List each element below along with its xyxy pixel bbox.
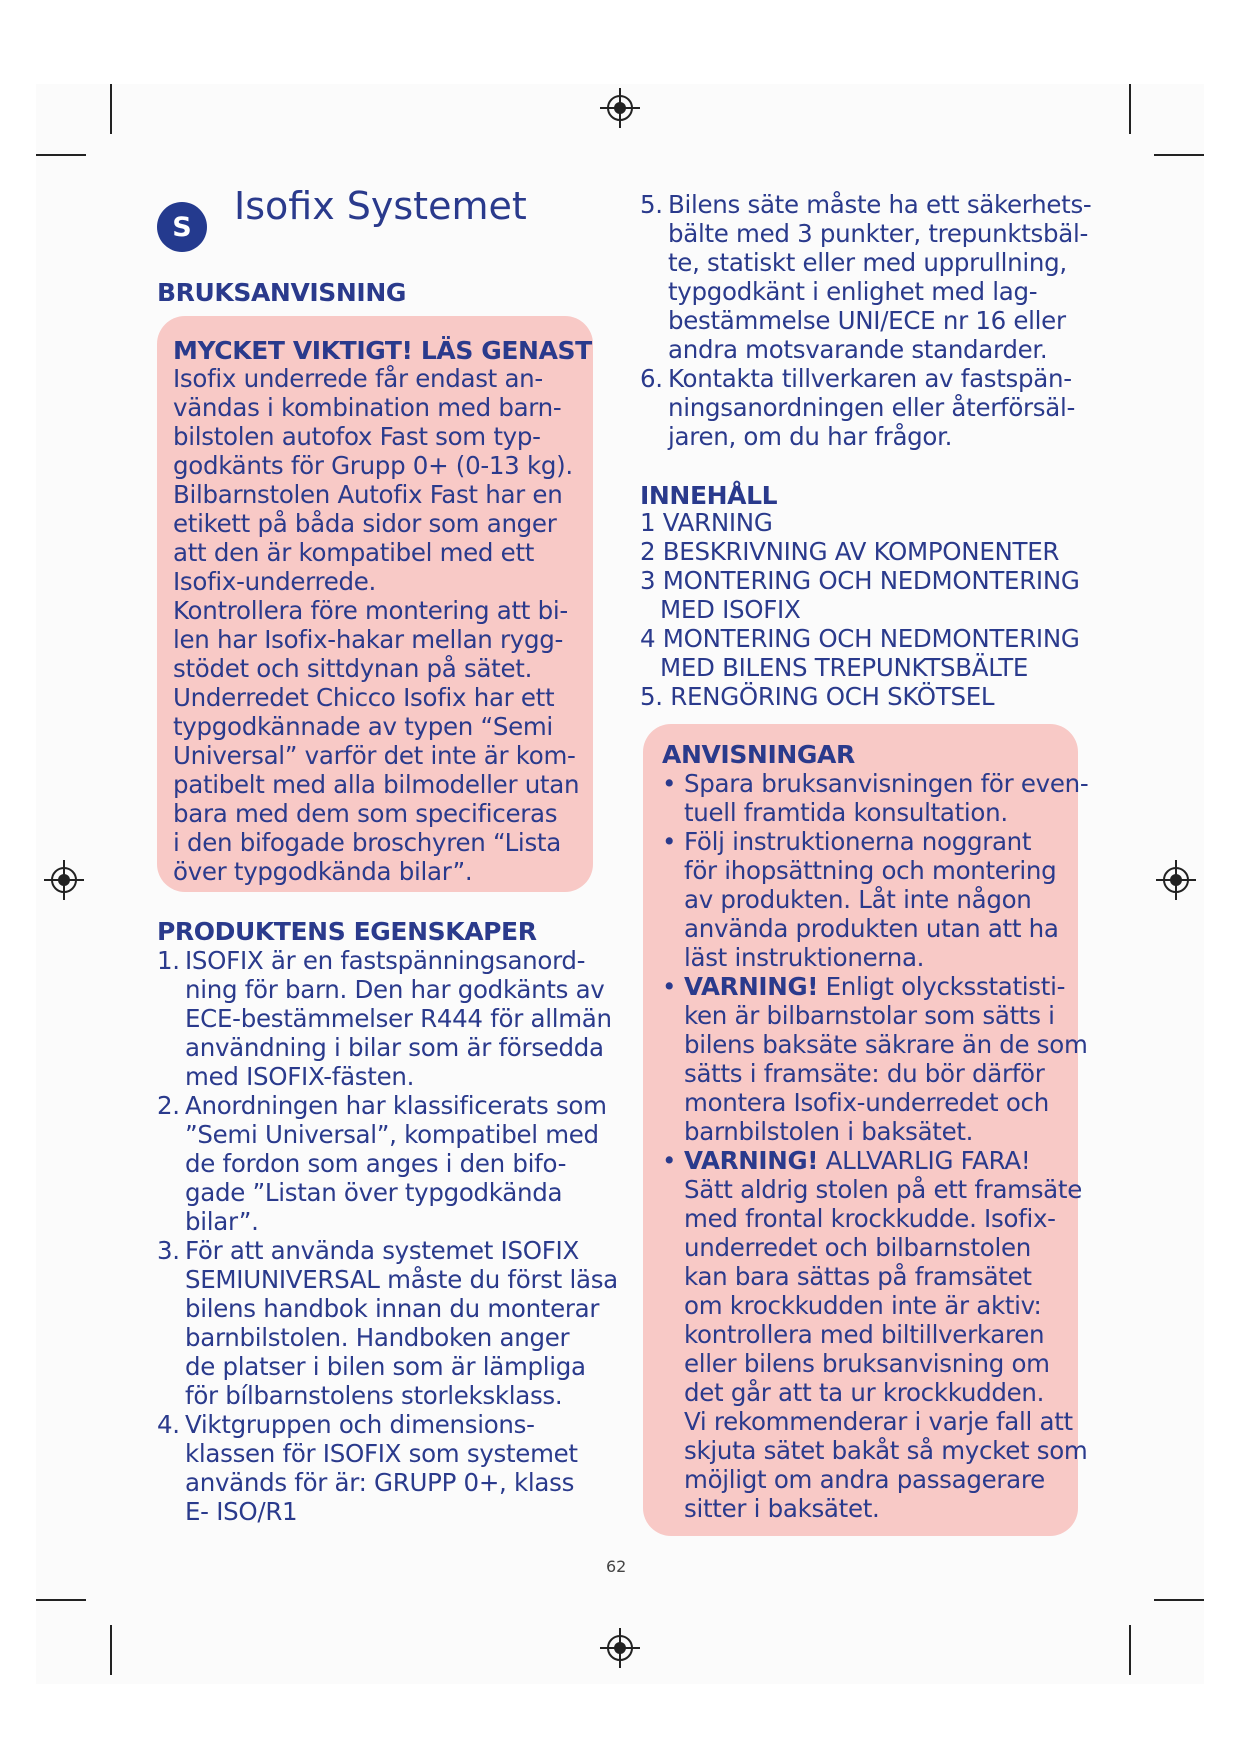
registration-mark-icon [1156, 860, 1196, 900]
instruction-line [684, 914, 1157, 943]
instruction-bullet [662, 769, 1157, 827]
instruction-line-text: läst instruktionerna. [684, 943, 925, 972]
instruction-line-text: skjuta sätet bakåt så mycket som [684, 1436, 1088, 1465]
list-item-line: Kontakta tillverkaren av fastspän- [668, 364, 1072, 393]
instruction-line [684, 1349, 1157, 1378]
important-text-line: patibelt med alla bilmodeller utan [173, 770, 580, 799]
instruction-line [684, 1146, 1157, 1175]
instruction-line [684, 1204, 1157, 1233]
list-item-line: SEMIUNIVERSAL måste du först läsa [185, 1265, 618, 1294]
instruction-line-text: för ihopsättning och montering [684, 856, 1057, 885]
contents-item-line: 1 VARNING [640, 508, 773, 537]
contents-item [640, 537, 1110, 566]
bullet-icon: • [662, 827, 677, 856]
list-number: 4. [157, 1410, 180, 1439]
bullet-icon: • [662, 972, 677, 1001]
page-number: 62 [606, 1557, 627, 1576]
features-list [157, 946, 657, 1526]
important-text-line: stödet och sittdynan på sätet. [173, 654, 533, 683]
instruction-line [684, 943, 1157, 972]
instructions-list [662, 769, 1157, 1523]
important-text-line: vändas i kombination med barn- [173, 393, 562, 422]
list-item-line: te, statiskt eller med upprullning, [668, 248, 1067, 277]
instruction-line [684, 1407, 1157, 1436]
feature-item [157, 946, 657, 1091]
list-number: 3. [157, 1236, 180, 1265]
list-item-line: med ISOFIX-fästen. [185, 1062, 415, 1091]
instruction-line [684, 885, 1157, 914]
contents-heading: INNEHÅLL [640, 481, 778, 510]
contents-item [640, 566, 1110, 624]
instruction-bullet [662, 972, 1157, 1146]
list-item-line: ningsanordningen eller återförsäl- [668, 393, 1076, 422]
list-item-line: andra motsvarande standarder. [668, 335, 1048, 364]
bullet-icon: • [662, 769, 677, 798]
crop-mark-top-right-v [1129, 84, 1131, 134]
list-item-line: bilar”. [185, 1207, 259, 1236]
crop-mark-bottom-right-v [1129, 1625, 1131, 1675]
list-item-line: de platser i bilen som är lämpliga [185, 1352, 586, 1381]
instruction-line [684, 827, 1157, 856]
instruction-line [684, 1001, 1157, 1030]
instruction-line [684, 1233, 1157, 1262]
important-text-line: i den bifogade broschyren “Lista [173, 828, 561, 857]
instruction-line [684, 1465, 1157, 1494]
instruction-line-text: bilens baksäte säkrare än de som [684, 1030, 1088, 1059]
important-text-line: bara med dem som specificeras [173, 799, 558, 828]
instruction-line-text: ken är bilbarnstolar som sätts i [684, 1001, 1055, 1030]
list-item-line: ”Semi Universal”, kompatibel med [185, 1120, 599, 1149]
list-item-line: ECE-bestämmelser R444 för allmän [185, 1004, 612, 1033]
instruction-line-text: av produkten. Låt inte någon [684, 885, 1032, 914]
crop-mark-top-left-v [110, 84, 112, 134]
instructions-heading: ANVISNINGAR [662, 740, 855, 769]
list-item-line: Viktgruppen och dimensions- [185, 1410, 535, 1439]
instruction-line-text: det går att ta ur krockkudden. [684, 1378, 1045, 1407]
important-text-line: Kontrollera före montering att bi- [173, 596, 568, 625]
list-number: 5. [640, 190, 663, 219]
contents-item-line: MED BILENS TREPUNKTSBÄLTE [660, 653, 1029, 682]
important-text-line: etikett på båda sidor som anger [173, 509, 557, 538]
important-text-line: Universal” varför det inte är kom- [173, 741, 576, 770]
instruction-line [684, 1117, 1157, 1146]
list-item-line: bälte med 3 punkter, trepunktsbäl- [668, 219, 1089, 248]
bruksanvisning-heading: BRUKSANVISNING [157, 278, 406, 307]
instruction-line-text: tuell framtida konsultation. [684, 798, 1008, 827]
crop-mark-bottom-right-h [1154, 1599, 1204, 1601]
instruction-line-text: Följ instruktionerna noggrant [684, 827, 1032, 856]
instruction-line-text: kan bara sättas på framsätet [684, 1262, 1032, 1291]
contents-item-line: 5. RENGÖRING OCH SKÖTSEL [640, 682, 995, 711]
warning-label: VARNING! [684, 1146, 819, 1175]
instruction-line [684, 856, 1157, 885]
important-text [173, 364, 613, 886]
list-number: 1. [157, 946, 180, 975]
instruction-line-text: Vi rekommenderar i varje fall att [684, 1407, 1073, 1436]
instruction-line [684, 972, 1157, 1001]
instruction-line [684, 1494, 1157, 1523]
instruction-line-text: Sätt aldrig stolen på ett framsäte [684, 1175, 1082, 1204]
feature-item [157, 1236, 657, 1410]
important-text-line: Isofix underrede får endast an- [173, 364, 543, 393]
list-item-line: jaren, om du har frågor. [668, 422, 953, 451]
list-item-line: E- ISO/R1 [185, 1497, 298, 1526]
list-item-line: gade ”Listan över typgodkända [185, 1178, 563, 1207]
registration-mark-icon [600, 88, 640, 128]
contents-item-line: 4 MONTERING OCH NEDMONTERING [640, 624, 1080, 653]
instruction-bullet [662, 1146, 1157, 1523]
instruction-line-text: underredet och bilbarnstolen [684, 1233, 1031, 1262]
important-heading: MYCKET VIKTIGT! LÄS GENAST [173, 336, 592, 365]
list-item-line: ning för barn. Den har godkänts av [185, 975, 605, 1004]
important-text-line: godkänts för Grupp 0+ (0-13 kg). [173, 451, 573, 480]
instruction-bullet [662, 827, 1157, 972]
instruction-line-text: Enligt olycksstatisti- [818, 972, 1066, 1001]
important-text-line: Underredet Chicco Isofix har ett [173, 683, 555, 712]
contents-item [640, 682, 1110, 711]
important-text-line: Bilbarnstolen Autofix Fast har en [173, 480, 563, 509]
list-item-line: Bilens säte måste ha ett säkerhets- [668, 190, 1092, 219]
contents-list [640, 508, 1110, 711]
crop-mark-top-left-h [36, 154, 86, 156]
contents-item [640, 508, 1110, 537]
list-item-line: För att använda systemet ISOFIX [185, 1236, 579, 1265]
warning-label: VARNING! [684, 972, 819, 1001]
continued-item [640, 190, 1110, 364]
instruction-line [684, 798, 1157, 827]
contents-item-line: 2 BESKRIVNING AV KOMPONENTER [640, 537, 1060, 566]
instruction-line-text: använda produkten utan att ha [684, 914, 1059, 943]
list-item-line: klassen för ISOFIX som systemet [185, 1439, 578, 1468]
instruction-line-text: montera Isofix-underredet och [684, 1088, 1049, 1117]
list-item-line: typgodkänt i enlighet med lag- [668, 277, 1038, 306]
page-title: Isofix Systemet [234, 184, 527, 228]
instruction-line-text: Spara bruksanvisningen för even- [684, 769, 1089, 798]
contents-item-line: 3 MONTERING OCH NEDMONTERING [640, 566, 1080, 595]
list-item-line: de fordon som anges i den bifo- [185, 1149, 567, 1178]
contents-item [640, 624, 1110, 682]
instruction-line [684, 1175, 1157, 1204]
instruction-line [684, 1030, 1157, 1059]
bullet-icon: • [662, 1146, 677, 1175]
list-item-line: används för är: GRUPP 0+, klass [185, 1468, 575, 1497]
feature-item [157, 1091, 657, 1236]
instruction-line [684, 1059, 1157, 1088]
instruction-line-text: möjligt om andra passagerare [684, 1465, 1045, 1494]
list-item-line: ISOFIX är en fastspänningsanord- [185, 946, 586, 975]
instruction-line-text: sätts i framsäte: du bör därför [684, 1059, 1045, 1088]
instruction-line [684, 1262, 1157, 1291]
features-heading: PRODUKTENS EGENSKAPER [157, 917, 537, 946]
instruction-line [684, 1378, 1157, 1407]
important-text-line: Isofix-underrede. [173, 567, 376, 596]
important-text-line: len har Isofix-hakar mellan rygg- [173, 625, 564, 654]
list-number: 6. [640, 364, 663, 393]
continued-list [640, 190, 1110, 451]
crop-mark-bottom-left-v [110, 1625, 112, 1675]
crop-mark-bottom-left-h [36, 1599, 86, 1601]
instruction-line-text: eller bilens bruksanvisning om [684, 1349, 1050, 1378]
crop-mark-top-right-h [1154, 154, 1204, 156]
instruction-line [684, 1291, 1157, 1320]
language-badge: S [157, 202, 207, 252]
list-item-line: bilens handbok innan du monterar [185, 1294, 600, 1323]
list-number: 2. [157, 1091, 180, 1120]
instruction-line-text: barnbilstolen i baksätet. [684, 1117, 974, 1146]
instruction-line-text: sitter i baksätet. [684, 1494, 880, 1523]
instruction-line-text: kontrollera med biltillverkaren [684, 1320, 1045, 1349]
instruction-line-text: om krockkudden inte är aktiv: [684, 1291, 1042, 1320]
list-item-line: barnbilstolen. Handboken anger [185, 1323, 570, 1352]
instruction-line-text: med frontal krockkudde. Isofix- [684, 1204, 1056, 1233]
important-text-line: typgodkännade av typen “Semi [173, 712, 553, 741]
contents-item-line: MED ISOFIX [660, 595, 801, 624]
registration-mark-icon [600, 1628, 640, 1668]
list-item-line: för bílbarnstolens storleksklass. [185, 1381, 563, 1410]
continued-item [640, 364, 1110, 451]
important-text-line: över typgodkända bilar”. [173, 857, 473, 886]
instruction-line-text: ALLVARLIG FARA! [818, 1146, 1031, 1175]
registration-mark-icon [44, 860, 84, 900]
list-item-line: bestämmelse UNI/ECE nr 16 eller [668, 306, 1066, 335]
instruction-line [684, 1320, 1157, 1349]
instruction-line [684, 769, 1157, 798]
instruction-line [684, 1436, 1157, 1465]
important-text-line: bilstolen autofox Fast som typ- [173, 422, 541, 451]
list-item-line: användning i bilar som är försedda [185, 1033, 604, 1062]
instruction-line [684, 1088, 1157, 1117]
list-item-line: Anordningen har klassificerats som [185, 1091, 607, 1120]
feature-item [157, 1410, 657, 1526]
important-text-line: att den är kompatibel med ett [173, 538, 535, 567]
